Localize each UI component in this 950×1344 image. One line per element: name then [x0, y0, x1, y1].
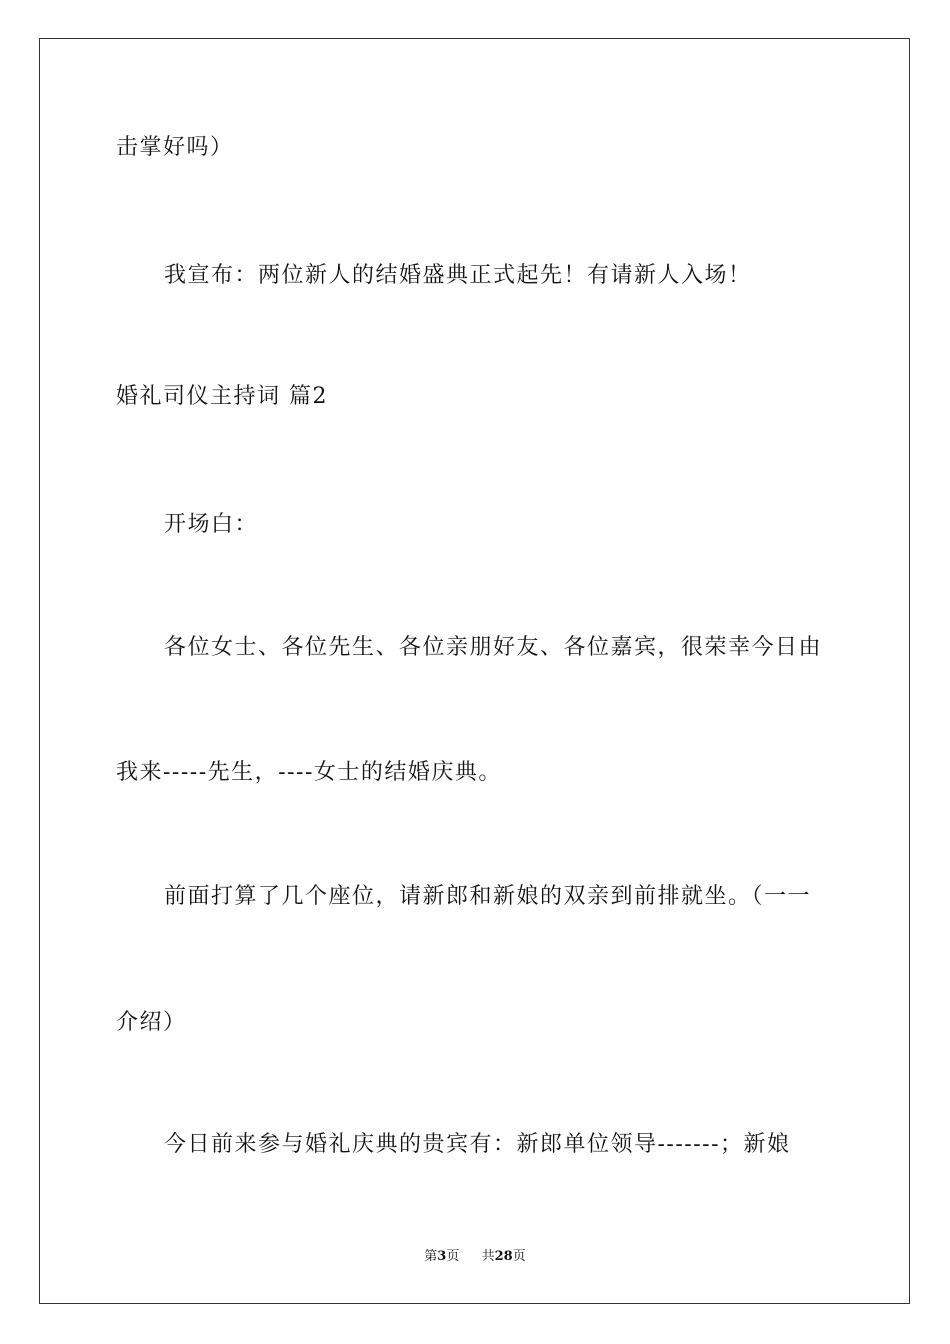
page-frame — [39, 38, 910, 1304]
page-footer — [0, 1248, 950, 1266]
text-line-5: 各位女士、各位先生、各位亲朋好友、各位嘉宾，很荣幸今日由 — [164, 635, 823, 660]
text-line-6: 我来-----先生，----女士的结婚庆典。 — [116, 760, 502, 785]
total-suffix: 页 — [512, 1249, 526, 1264]
total-pages: 28 — [494, 1249, 513, 1264]
text-line-1: 击掌好吗） — [116, 135, 234, 160]
page-suffix: 页 — [446, 1249, 460, 1264]
text-line-2: 我宣布：两位新人的结婚盛典正式起先！有请新人入场！ — [164, 263, 752, 288]
section-heading: 婚礼司仪主持词 篇2 — [116, 384, 328, 409]
text-line-8: 介绍） — [116, 1010, 187, 1035]
text-line-9: 今日前来参与婚礼庆典的贵宾有：新郎单位领导-------；新娘 — [164, 1132, 791, 1157]
page-number: 3 — [437, 1249, 447, 1264]
total-prefix: 共 — [481, 1249, 495, 1264]
text-line-7: 前面打算了几个座位，请新郎和新娘的双亲到前排就坐。（一一 — [164, 884, 812, 909]
page-prefix: 第 — [424, 1249, 438, 1264]
text-line-4: 开场白： — [164, 512, 259, 537]
